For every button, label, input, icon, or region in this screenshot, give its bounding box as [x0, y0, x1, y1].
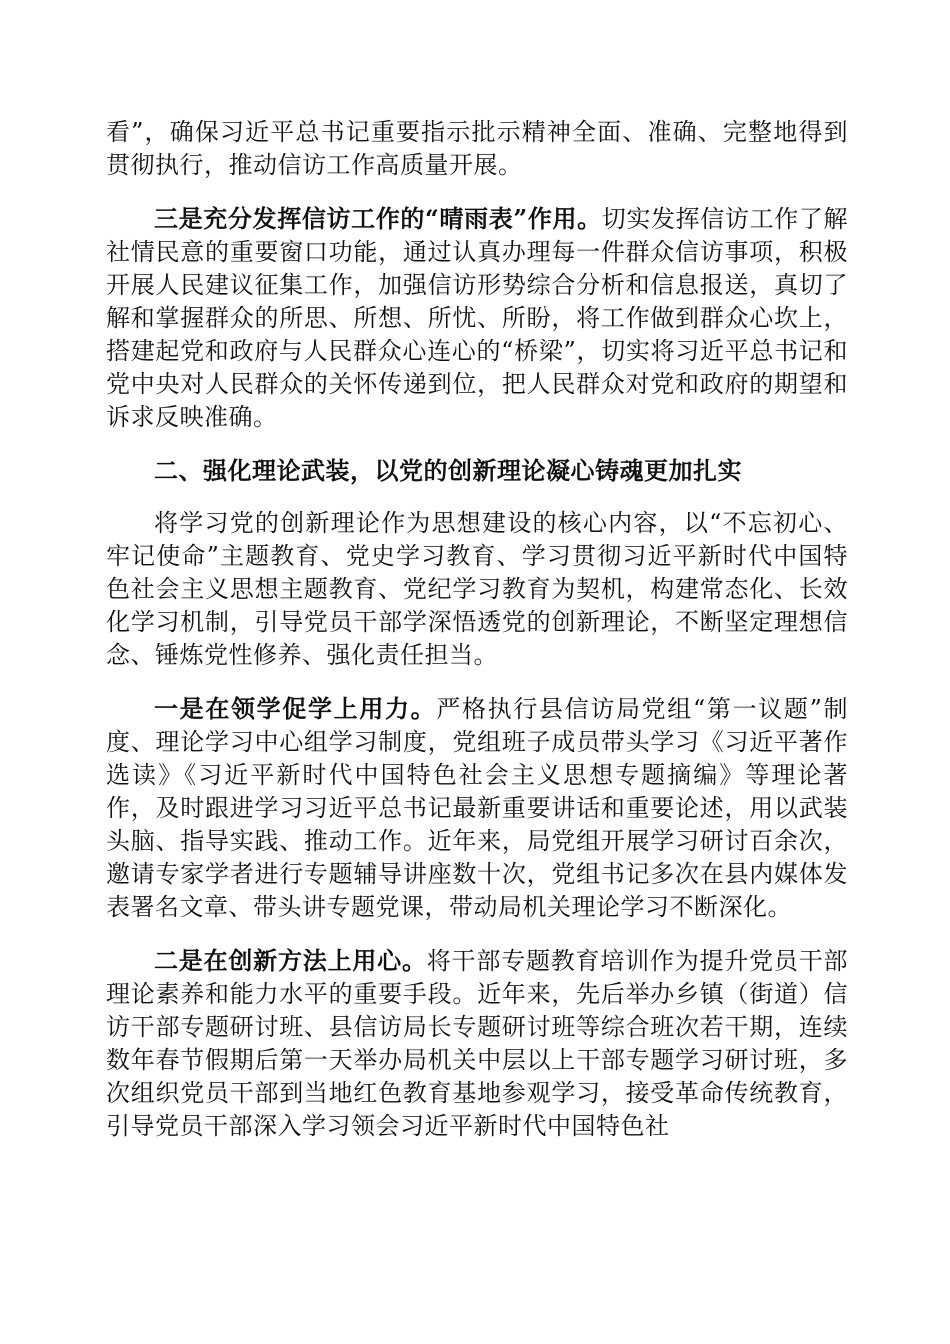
paragraph-lead-learning	[106, 692, 848, 924]
paragraph-text: 将干部专题教育培训作为提升党员干部理论素养和能力水平的重要手段。近年来，先后举办乡镇（街道）信访干部专题研讨班、县信访局长专题研讨班等综合班次若干期，连续数年春节假期后第一天举办局机关中层以上干部专题学习研讨班，多次组织党员干部到当地红色教育基地参观学习，接受革命传统教育，引导党员干部深入学习领会习近平新时代中国特色社	[106, 947, 849, 1140]
paragraph-weather-vane	[106, 202, 848, 434]
paragraph-lead: 一是在领学促学上用力。	[154, 694, 437, 723]
paragraph-lead: 二是在创新方法上用心。	[154, 946, 427, 975]
paragraph-text: 切实发挥信访工作了解社情民意的重要窗口功能，通过认真办理每一件群众信访事项，积极开展人民建议征集工作，加强信访形势综合分析和信息报送，真切了解和掌握群众的所思、所想、所忧、所盼，将工作做到群众心坎上，搭建起党和政府与人民群众心连心的“桥梁”，切实将习近平总书记和党中央对人民群众的关怀传递到位，把人民群众对党和政府的期望和诉求反映准确。	[106, 205, 848, 431]
paragraph-continuation	[106, 116, 848, 182]
document-page	[106, 116, 848, 1163]
paragraph-text: 将学习党的创新理论作为思想建设的核心内容，以“不忘初心、牢记使命”主题教育、党史学习教育、学习贯彻习近平新时代中国特色社会主义思想主题教育、党纪学习教育为契机，构建常态化、长效化学习机制，引导党员干部学深悟透党的创新理论，不断坚定理想信念、锤炼党性修养、强化责任担当。	[106, 509, 848, 669]
section-heading: 二、强化理论武装，以党的创新理论凝心铸魂更加扎实	[154, 456, 742, 485]
paragraph-text: 看”，确保习近平总书记重要指示批示精神全面、准确、完整地得到贯彻执行，推动信访工作高质量开展。	[106, 118, 848, 179]
paragraph-innovative-methods	[106, 944, 848, 1143]
paragraph-theory-study	[106, 507, 848, 672]
paragraph-lead: 三是充分发挥信访工作的“晴雨表”作用。	[154, 204, 602, 233]
paragraph-text: 严格执行县信访局党组“第一议题”制度、理论学习中心组学习制度，党组班子成员带头学习《习近平著作选读》《习近平新时代中国特色社会主义思想专题摘编》等理论著作，及时跟进学习习近平总书记最新重要讲话和重要论述，用以武装头脑、指导实践、推动工作。近年来，局党组开展学习研讨百余次，邀请专家学者进行专题辅导讲座数十次，党组书记多次在县内媒体发表署名文章、带头讲专题党课，带动局机关理论学习不断深化。	[106, 695, 849, 921]
